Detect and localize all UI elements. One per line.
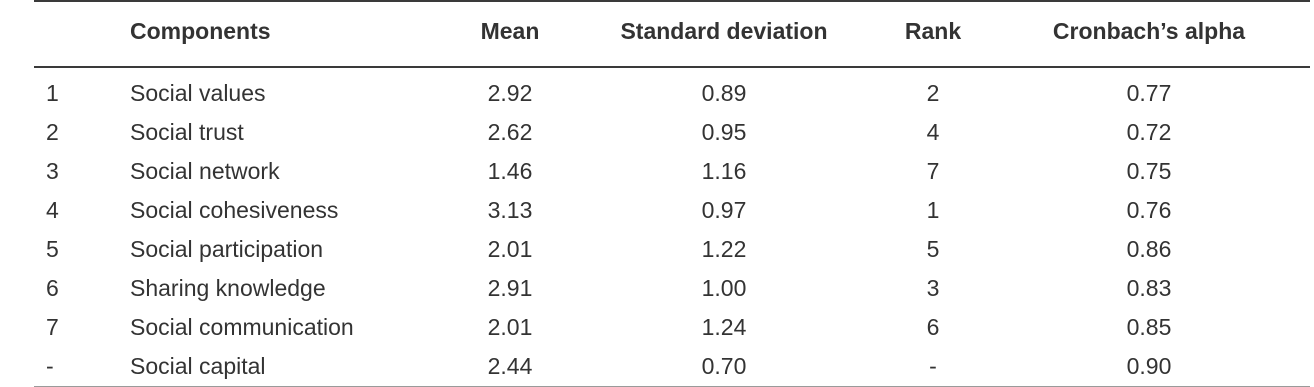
cell-cronbach-alpha: 0.72 bbox=[1126, 119, 1172, 145]
table-row bbox=[34, 67, 1310, 113]
cell-number: - bbox=[46, 353, 54, 379]
table-body bbox=[34, 67, 1310, 387]
cell-component: Social network bbox=[130, 158, 280, 184]
cell-cronbach-alpha: 0.76 bbox=[1126, 197, 1172, 223]
data-table-container bbox=[34, 0, 1310, 387]
table-row bbox=[34, 191, 1310, 230]
cell-component: Social values bbox=[130, 80, 266, 106]
cell-cronbach-alpha: 0.75 bbox=[1126, 158, 1172, 184]
cell-standard-deviation: 0.70 bbox=[701, 353, 747, 379]
cell-mean: 2.01 bbox=[487, 236, 533, 262]
cell-standard-deviation: 0.97 bbox=[701, 197, 747, 223]
cell-number: 7 bbox=[46, 314, 59, 340]
cell-standard-deviation: 1.22 bbox=[701, 236, 747, 262]
cell-component: Social trust bbox=[130, 119, 244, 145]
cell-mean: 2.92 bbox=[487, 80, 533, 106]
cell-cronbach-alpha: 0.85 bbox=[1126, 314, 1172, 340]
table-header bbox=[34, 1, 1310, 67]
header-components: Components bbox=[130, 17, 271, 44]
cell-cronbach-alpha: 0.77 bbox=[1126, 80, 1172, 106]
table-row bbox=[34, 347, 1310, 387]
cell-component: Social participation bbox=[130, 236, 324, 262]
cell-number: 4 bbox=[46, 197, 59, 223]
header-cronbach-alpha: Cronbach’s alpha bbox=[1052, 17, 1246, 44]
cell-cronbach-alpha: 0.90 bbox=[1126, 353, 1172, 379]
cell-number: 2 bbox=[46, 119, 59, 145]
cell-number: 1 bbox=[46, 80, 59, 106]
cell-mean: 2.01 bbox=[487, 314, 533, 340]
cell-rank: 3 bbox=[926, 275, 940, 301]
cell-mean: 1.46 bbox=[487, 158, 533, 184]
cell-number: 6 bbox=[46, 275, 59, 301]
cell-mean: 2.62 bbox=[487, 119, 533, 145]
cell-rank: - bbox=[929, 353, 937, 379]
cell-rank: 2 bbox=[926, 80, 940, 106]
table-row bbox=[34, 308, 1310, 347]
cell-rank: 4 bbox=[926, 119, 940, 145]
statistics-table bbox=[34, 0, 1310, 387]
cell-component: Sharing knowledge bbox=[130, 275, 326, 301]
header-row bbox=[34, 1, 1310, 67]
cell-standard-deviation: 1.24 bbox=[701, 314, 747, 340]
cell-component: Social capital bbox=[130, 353, 266, 379]
cell-standard-deviation: 0.89 bbox=[701, 80, 747, 106]
header-rank: Rank bbox=[904, 17, 962, 44]
cell-standard-deviation: 1.00 bbox=[701, 275, 747, 301]
cell-mean: 2.91 bbox=[487, 275, 533, 301]
cell-rank: 7 bbox=[926, 158, 940, 184]
cell-cronbach-alpha: 0.86 bbox=[1126, 236, 1172, 262]
header-standard-deviation: Standard deviation bbox=[620, 17, 828, 44]
header-number bbox=[34, 1, 130, 67]
table-row bbox=[34, 113, 1310, 152]
cell-standard-deviation: 0.95 bbox=[701, 119, 747, 145]
cell-mean: 2.44 bbox=[487, 353, 533, 379]
cell-number: 5 bbox=[46, 236, 59, 262]
cell-rank: 5 bbox=[926, 236, 940, 262]
cell-component: Social communication bbox=[130, 314, 354, 340]
table-row bbox=[34, 230, 1310, 269]
cell-rank: 1 bbox=[926, 197, 940, 223]
cell-mean: 3.13 bbox=[487, 197, 533, 223]
table-row bbox=[34, 269, 1310, 308]
header-mean: Mean bbox=[480, 17, 540, 44]
cell-component: Social cohesiveness bbox=[130, 197, 339, 223]
cell-cronbach-alpha: 0.83 bbox=[1126, 275, 1172, 301]
cell-rank: 6 bbox=[926, 314, 940, 340]
cell-number: 3 bbox=[46, 158, 59, 184]
cell-standard-deviation: 1.16 bbox=[701, 158, 747, 184]
table-row bbox=[34, 152, 1310, 191]
